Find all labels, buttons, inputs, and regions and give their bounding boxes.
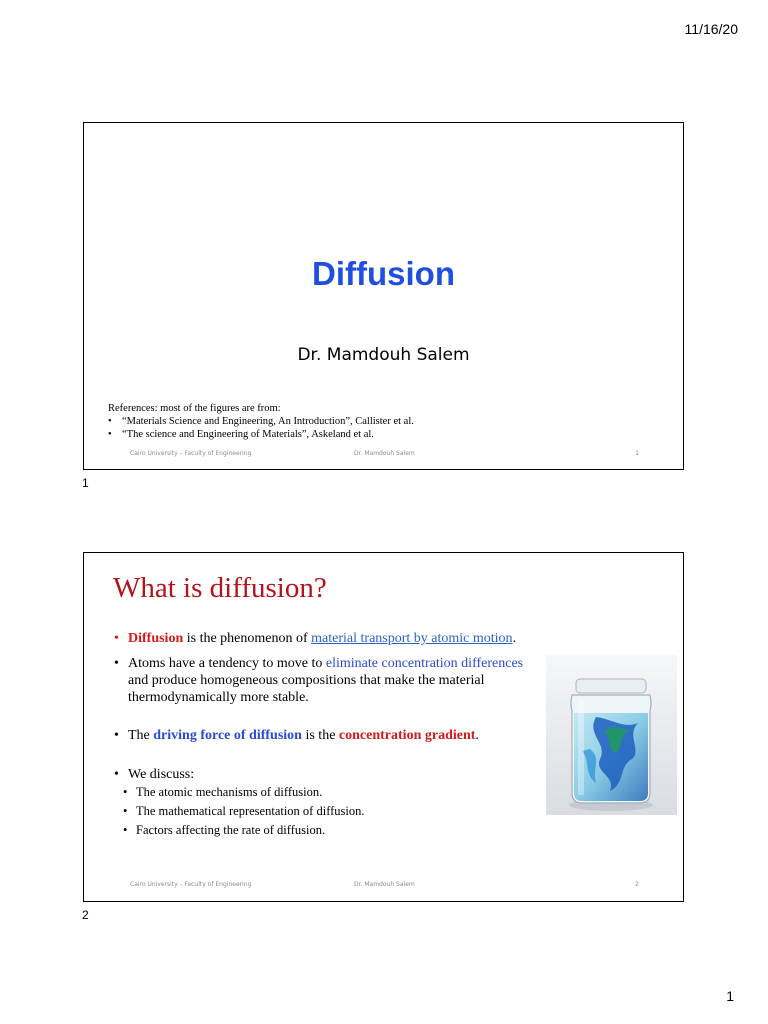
references-heading: References: most of the figures are from: [108,403,281,414]
jar-with-blue-ink-image [546,655,677,815]
slide-content [114,630,532,840]
slide-number-label: 2 [82,908,89,922]
sub-bullet: • The mathematical representation of diffusion. [123,804,365,818]
references [108,402,414,441]
footer-author: Dr. Mamdouh Salem [354,450,415,457]
slide-number-label: 1 [82,476,89,490]
sub-bullet: • Factors affecting the rate of diffusion. [123,823,326,837]
footer-slide-number: 2 [635,881,639,888]
bullet-we-discuss: • We discuss: [114,767,195,782]
slide-title: Diffusion [312,255,455,292]
definition-link[interactable]: material transport by atomic motion [311,631,513,646]
footer-institution: Cairo University – Faculty of Engineering [130,881,252,888]
footer-institution: Cairo University – Faculty of Engineering [130,450,252,457]
bullet-driving-force: • The driving force of diffusion is the concentration gradient. [114,728,479,743]
sub-bullet: • The atomic mechanisms of diffusion. [123,785,323,799]
reference-item: • “The science and Engineering of Materials”, Askeland et al. [108,429,374,440]
bullet-tendency: • Atoms have a tendency to move to eliminate concentration differences and produce homogeneous compositions that make the material thermodynamically more stable. [114,656,524,705]
page-number: 1 [726,988,734,1004]
author-name: Dr. Mamdouh Salem [297,345,470,365]
footer-author: Dr. Mamdouh Salem [354,881,415,888]
slide-1 [83,122,684,470]
reference-item: • “Materials Science and Engineering, An Introduction”, Callister et al. [108,416,414,427]
page-date: 11/16/20 [684,21,738,37]
footer-slide-number: 1 [635,450,639,457]
bullet-definition: • Diffusion is the phenomenon of material transport by atomic motion. [114,631,517,646]
slide-title: What is diffusion? [113,572,327,604]
slide-2 [83,552,684,902]
